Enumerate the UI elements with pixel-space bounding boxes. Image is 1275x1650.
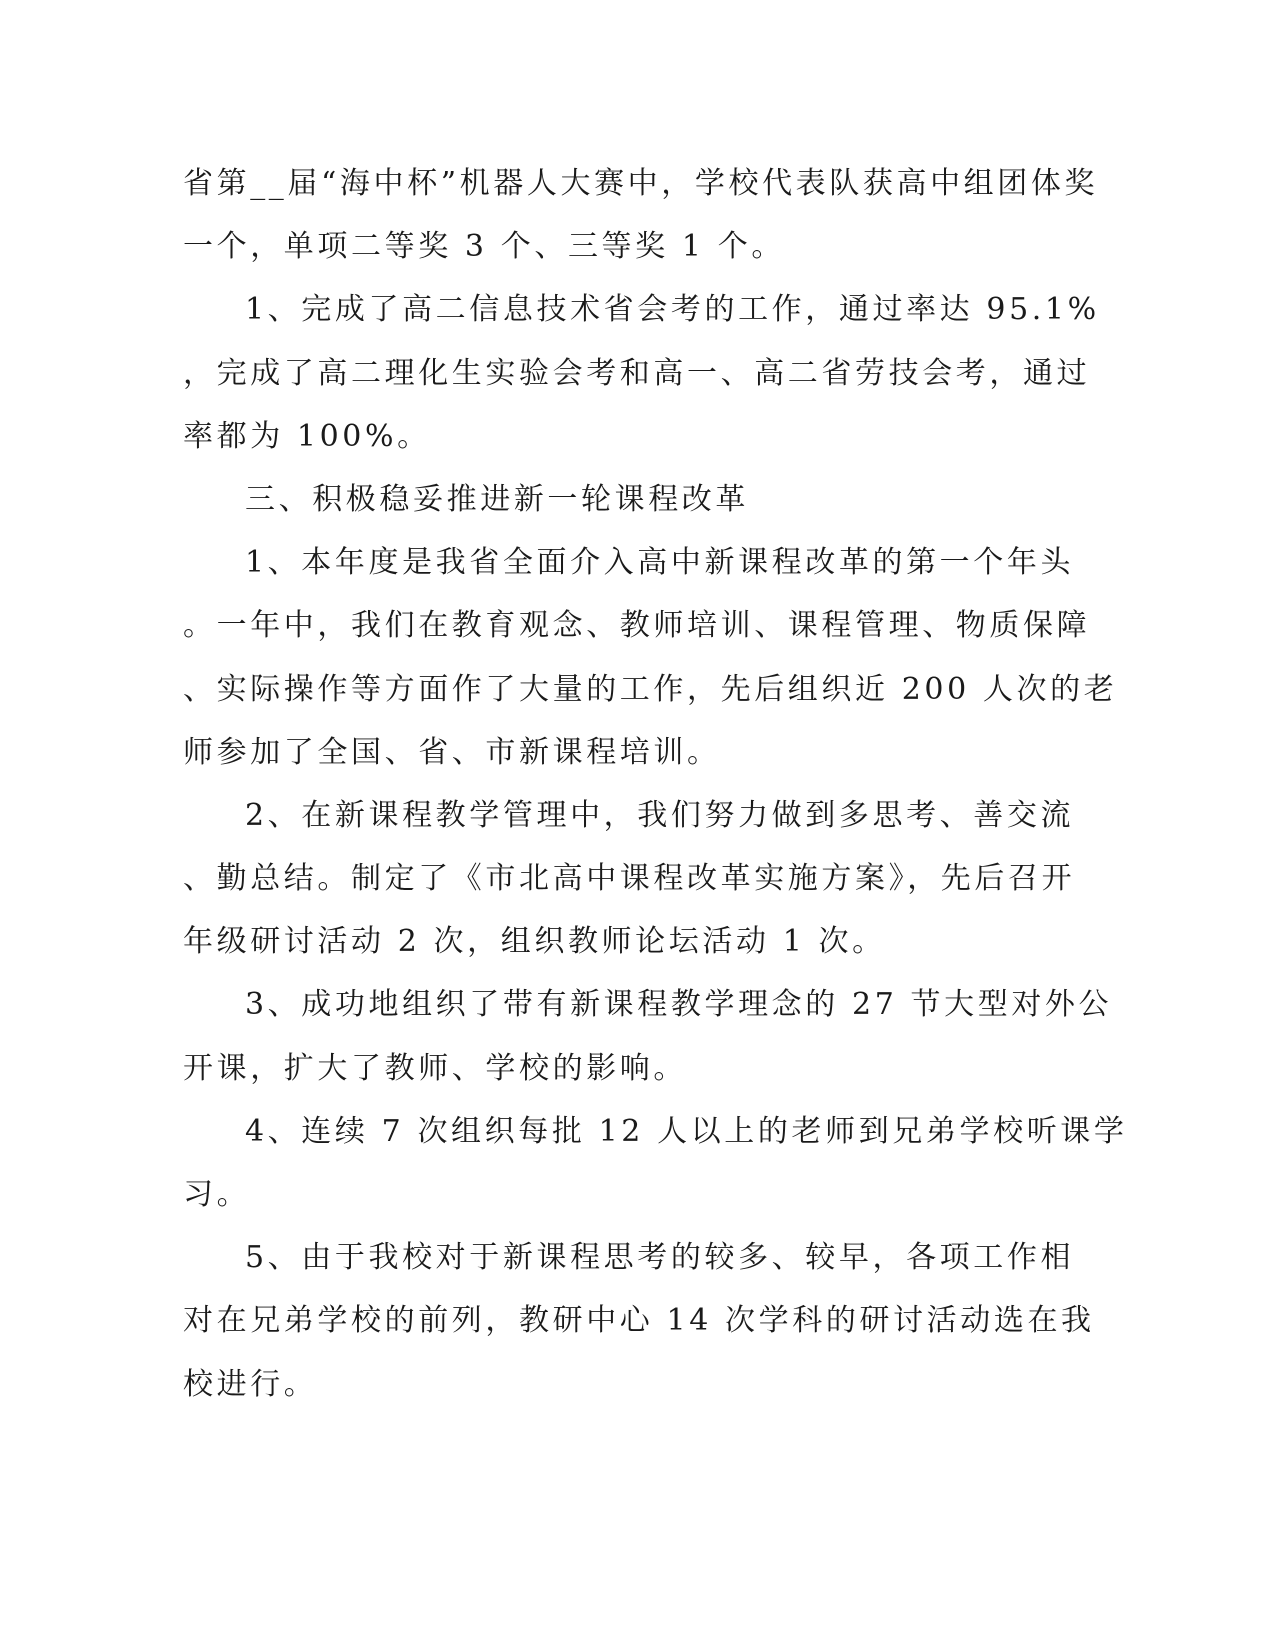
section-heading: 三、积极稳妥推进新一轮课程改革: [245, 481, 749, 517]
text-line: 校进行。: [183, 1366, 318, 1402]
text-line: 年级研讨活动 2 次，组织教师论坛活动 1 次。: [183, 924, 886, 960]
text-line: 率都为 100%。: [183, 418, 431, 454]
text-line: 对在兄弟学校的前列，教研中心 14 次学科的研讨活动选在我: [183, 1303, 1095, 1339]
text-line: 、勤总结。制定了《市北高中课程改革实施方案》，先后召开: [183, 861, 1076, 897]
text-line: 、实际操作等方面作了大量的工作，先后组织近 200 人次的老: [183, 671, 1118, 707]
text-line: 开课，扩大了教师、学校的影响。: [183, 1050, 687, 1086]
text-line: 省第__届“海中杯”机器人大赛中，学校代表队获高中组团体奖: [183, 166, 1099, 201]
text-line: 师参加了全国、省、市新课程培训。: [183, 734, 721, 770]
text-line: 3、成功地组织了带有新课程教学理念的 27 节大型对外公: [245, 987, 1113, 1023]
text-line: 。一年中，我们在教育观念、教师培训、课程管理、物质保障: [183, 608, 1091, 644]
text-line: ，完成了高二理化生实验会考和高一、高二省劳技会考，通过: [183, 355, 1091, 391]
text-line: 习。: [183, 1177, 251, 1212]
text-line: 2、在新课程教学管理中，我们努力做到多思考、善交流: [245, 797, 1075, 833]
document-body: [183, 152, 1128, 1416]
text-line: 1、完成了高二信息技术省会考的工作，通过率达 95.1%: [245, 292, 1100, 328]
text-line: 1、本年度是我省全面介入高中新课程改革的第一个年头: [245, 545, 1075, 581]
text-line: 4、连续 7 次组织每批 12 人以上的老师到兄弟学校听课学: [245, 1113, 1128, 1149]
text-line: 一个，单项二等奖 3 个、三等奖 1 个。: [183, 229, 785, 265]
text-line: 5、由于我校对于新课程思考的较多、较早，各项工作相: [245, 1240, 1075, 1276]
